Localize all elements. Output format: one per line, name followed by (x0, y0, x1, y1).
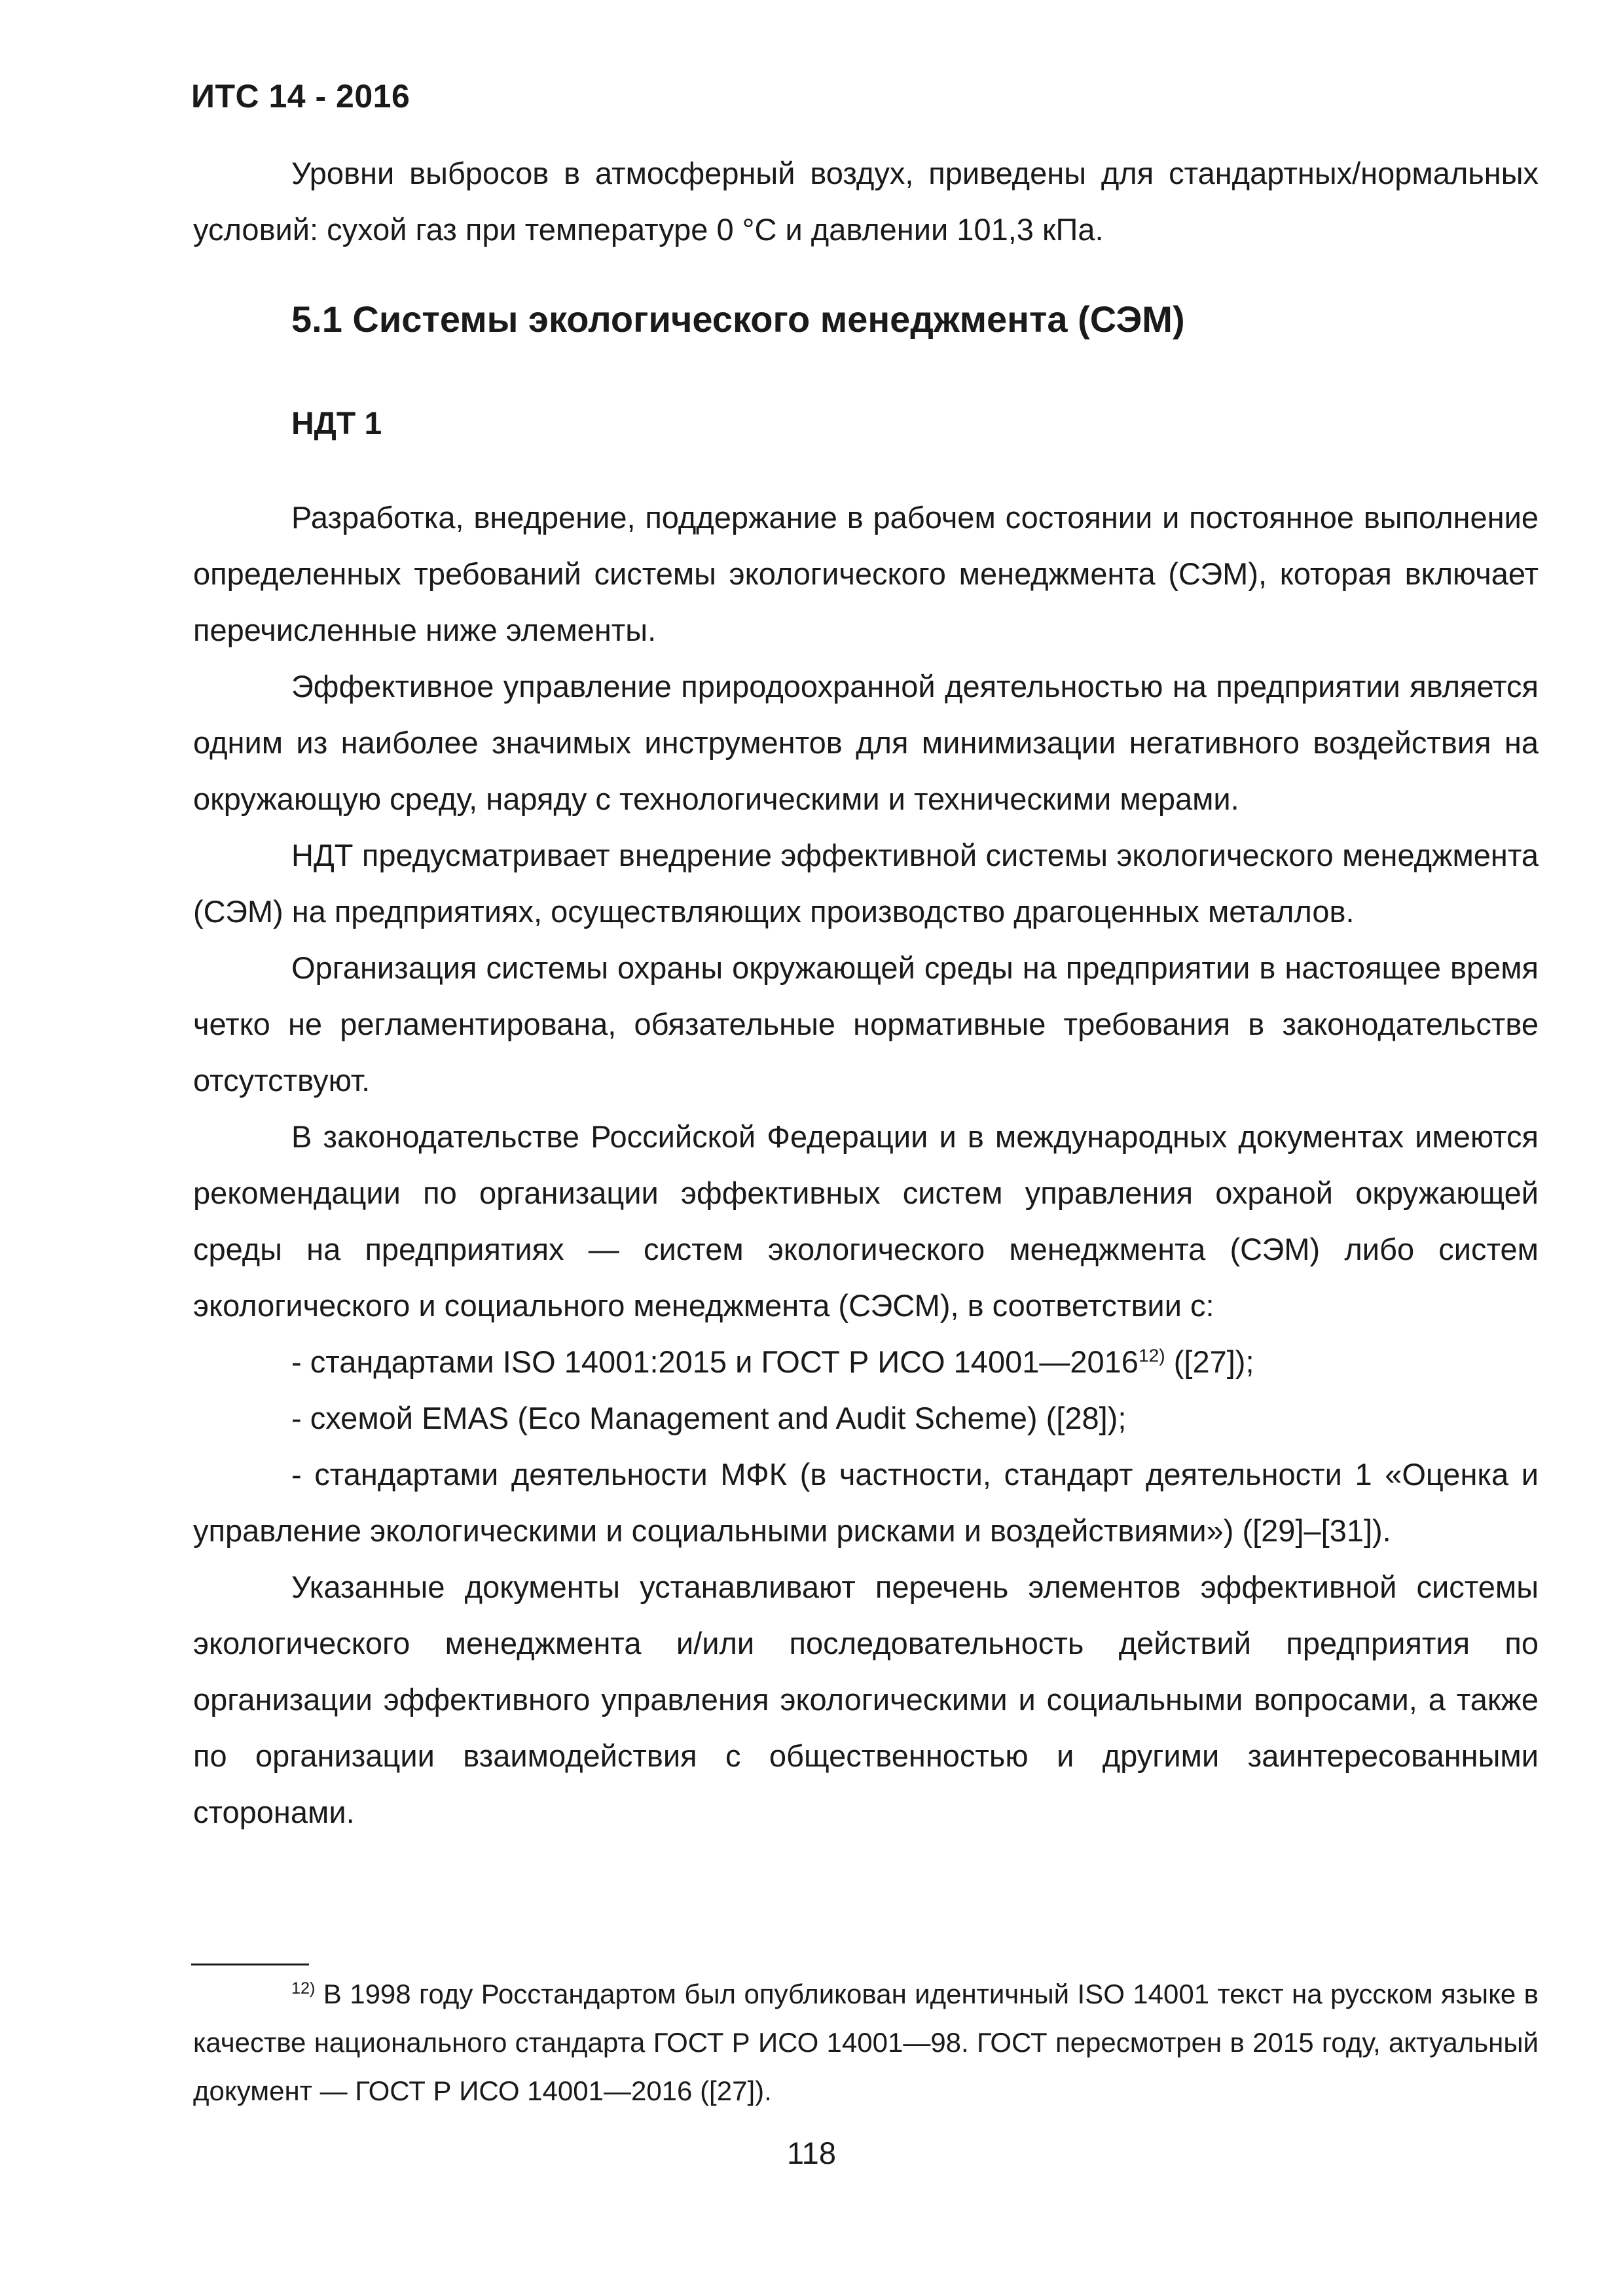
list-item-1-text: - стандартами ISO 14001:2015 и ГОСТ Р ИСО 14001—2016 (291, 1344, 1139, 1379)
footnote-block (193, 1970, 1539, 2115)
page-number: 118 (787, 2136, 836, 2170)
document-header: ИТС 14 - 2016 (191, 78, 410, 115)
footnote-ref-12[interactable]: 12) (1138, 1344, 1165, 1366)
intro-paragraph: Уровни выбросов в атмосферный воздух, приведены для стандартных/нормальных условий: сухой газ при температуре 0 °С и давлении 101,3 кПа. (193, 156, 1539, 247)
main-text (193, 490, 1539, 1840)
list-item-1 (193, 1334, 1539, 1390)
paragraph-3: НДТ предусматривает внедрение эффективной системы экологического менеджмента (СЭМ) на предприятиях, осуществляющих производство драгоценных металлов. (193, 838, 1539, 929)
footnote-12 (193, 1970, 1539, 2115)
paragraph-6: Указанные документы устанавливают перечень элементов эффективной системы экологического менеджмента и/или последовательность действий предприятия по организации эффективного управления экологическими и социальными вопросами, а также по организации взаимодействия с общественностью и другими заинтересованными сторонами. (193, 1570, 1539, 1829)
intro-block (193, 145, 1539, 258)
paragraph-5: В законодательстве Российской Федерации и в международных документах имеются рекомендации по организации эффективных систем управления охраной окружающей среды на предприятиях — систем экологического менеджмента (СЭМ) либо систем экологического и социального менеджмента (СЭСМ), в соответствии с: (193, 1119, 1539, 1323)
section-title: 5.1 Системы экологического менеджмента (СЭМ) (291, 298, 1185, 340)
list-item-2: - схемой EMAS (Eco Management and Audit Scheme) ([28]); (291, 1401, 1127, 1435)
footnote-text: В 1998 году Росстандартом был опубликован идентичный ISO 14001 текст на русском языке в качестве национального стандарта ГОСТ Р ИСО 14001—98. ГОСТ пересмотрен в 2015 году, актуальный документ — ГОСТ Р ИСО 14001—2016 ([27]). (193, 1979, 1539, 2106)
ndt-label: НДТ 1 (291, 406, 382, 441)
footnote-marker: 12) (291, 1979, 316, 1998)
footnote-divider (191, 1964, 309, 1965)
paragraph-2: Эффективное управление природоохранной деятельностью на предприятии является одним из наиболее значимых инструментов для минимизации негативного воздействия на окружающую среду, наряду с технологическими и техническими мерами. (193, 669, 1539, 816)
list-item-1-tail: ([27]); (1165, 1344, 1254, 1379)
paragraph-4: Организация системы охраны окружающей среды на предприятии в настоящее время четко не регламентирована, обязательные нормативные требования в законодательстве отсутствуют. (193, 950, 1539, 1098)
list-item-3: - стандартами деятельности МФК (в частности, стандарт деятельности 1 «Оценка и управление экологическими и социальными рисками и воздействиями») ([29]–[31]). (193, 1457, 1539, 1548)
paragraph-1: Разработка, внедрение, поддержание в рабочем состоянии и постоянное выполнение определенных требований системы экологического менеджмента (СЭМ), которая включает перечисленные ниже элементы. (193, 500, 1539, 647)
